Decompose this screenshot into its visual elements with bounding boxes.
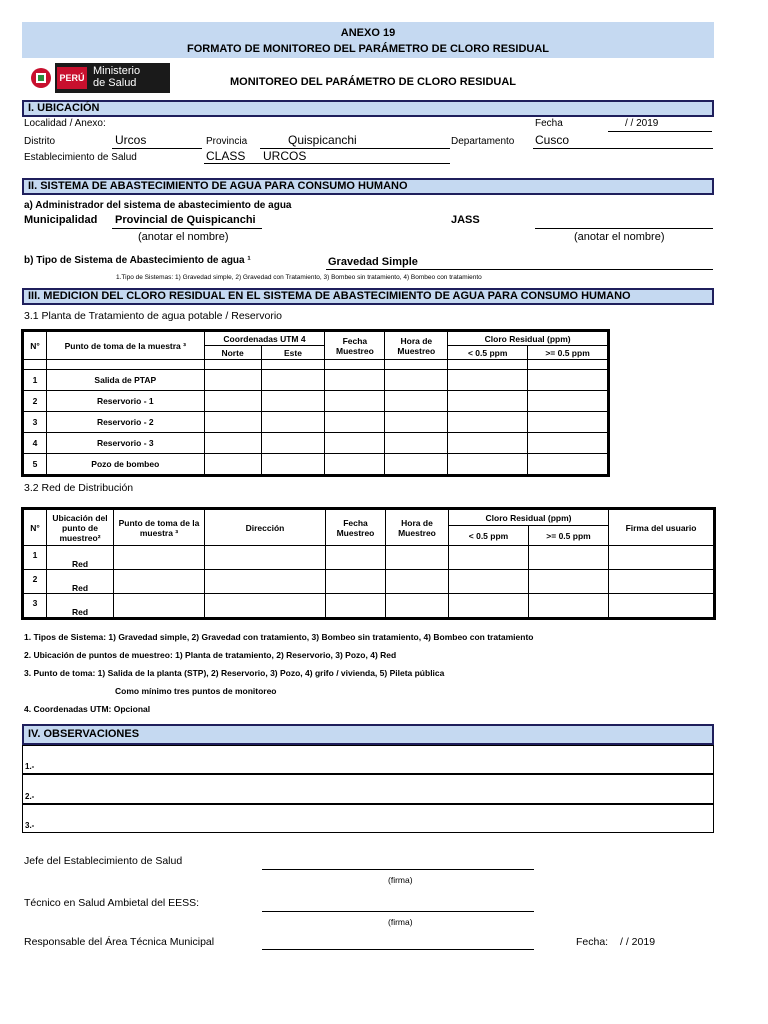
section-ubicacion: I. UBICACIÓN	[22, 100, 714, 117]
tipo-value[interactable]: Gravedad Simple	[328, 256, 418, 268]
fecha-final-label: Fecha:	[576, 936, 609, 948]
fecha-final-value[interactable]: / / 2019	[620, 936, 656, 948]
anotar-municipalidad: (anotar el nombre)	[138, 231, 229, 243]
fecha-underline	[608, 131, 712, 132]
table-row: 2 Reservorio - 1	[24, 391, 608, 412]
responsable-signature-line[interactable]	[262, 949, 534, 950]
sub-red: 3.2 Red de Distribución	[24, 482, 134, 494]
establecimiento-value2[interactable]: URCOS	[263, 149, 307, 163]
tecnico-label: Técnico en Salud Ambietal del EESS:	[24, 897, 200, 909]
planta-table	[23, 331, 608, 475]
tecnico-signature-line[interactable]	[262, 911, 534, 912]
table-row: 1 Red	[24, 546, 714, 570]
t1-header-coord: Coordenadas UTM 4	[204, 332, 325, 346]
t1-header-ge: >= 0.5 ppm	[528, 346, 608, 360]
annex-title: ANEXO 19	[340, 27, 396, 39]
distrito-label: Distrito	[24, 136, 56, 147]
establecimiento-value1[interactable]: CLASS	[206, 149, 246, 163]
jefe-signature-line[interactable]	[262, 869, 534, 870]
municipalidad-label: Municipalidad	[24, 214, 98, 226]
table-row: 2 Red	[24, 570, 714, 594]
localidad-label: Localidad / Anexo:	[24, 118, 106, 129]
responsable-label: Responsable del Área Técnica Municipal	[24, 936, 215, 948]
t1-header-fecha: Fecha Muestreo	[325, 332, 385, 360]
anotar-jass: (anotar el nombre)	[574, 231, 665, 243]
coat-of-arms-icon	[27, 63, 55, 93]
fecha-value[interactable]: / / 2019	[625, 118, 659, 129]
t2-header-ubicacion: Ubicación del punto de muestreo²	[47, 510, 114, 546]
tipo-underline	[326, 269, 713, 270]
departamento-label: Departamento	[451, 136, 515, 147]
t2-header-cloro: Cloro Residual (ppm)	[449, 510, 609, 526]
admin-label: a) Administrador del sistema de abastecimiento de agua	[24, 200, 292, 211]
t2-header-punto: Punto de toma de la muestra ³	[114, 510, 205, 546]
section-observaciones: IV. OBSERVACIONES	[22, 724, 714, 745]
t1-header-cloro: Cloro Residual (ppm)	[448, 332, 608, 346]
municipalidad-underline	[112, 228, 262, 229]
t1-header-lt: < 0.5 ppm	[448, 346, 528, 360]
t1-header-norte: Norte	[204, 346, 261, 360]
page-subtitle: MONITOREO DEL PARÁMETRO DE CLORO RESIDUAL	[230, 76, 517, 88]
departamento-underline	[533, 148, 713, 149]
firma-2: (firma)	[388, 917, 413, 927]
t2-header-firma: Firma del usuario	[609, 510, 714, 546]
table-row: 4 Reservorio - 3	[24, 433, 608, 454]
t1-header-punto: Punto de toma de la muestra ³	[46, 332, 204, 360]
distrito-underline	[112, 148, 202, 149]
distrito-value[interactable]: Urcos	[115, 133, 147, 147]
table-row: 5 Pozo de bombeo	[24, 454, 608, 475]
firma-1: (firma)	[388, 875, 413, 885]
t2-header-fecha: Fecha Muestreo	[326, 510, 386, 546]
table-row: 1 Salida de PTAP	[24, 370, 608, 391]
header-banner	[22, 22, 714, 58]
observacion-1[interactable]: 1.-	[22, 745, 714, 774]
logo-ministry: Ministerio de Salud	[93, 65, 141, 89]
section-sistema: II. SISTEMA DE ABASTECIMIENTO DE AGUA PARA CONSUMO HUMANO	[22, 178, 714, 195]
t2-header-lt: < 0.5 ppm	[449, 526, 529, 546]
logo-country: PERÚ	[57, 67, 87, 89]
observacion-3[interactable]: 3.-	[22, 804, 714, 833]
jass-label: JASS	[451, 214, 480, 226]
format-title: FORMATO DE MONITOREO DEL PARÁMETRO DE CLORO RESIDUAL	[187, 43, 549, 55]
municipalidad-value[interactable]: Provincial de Quispicanchi	[115, 214, 256, 226]
note-1: 1. Tipos de Sistema: 1) Gravedad simple, 2) Gravedad con tratamiento, 3) Bombeo sin tratamiento, 4) Bombeo con tratamiento	[24, 632, 534, 642]
red-table	[23, 509, 714, 618]
observacion-2[interactable]: 2.-	[22, 774, 714, 804]
table-row: 3 Reservorio - 2	[24, 412, 608, 433]
provincia-label: Provincia	[206, 136, 248, 147]
jefe-label: Jefe del Establecimiento de Salud	[24, 855, 183, 867]
establecimiento-underline	[204, 163, 450, 164]
sub-planta: 3.1 Planta de Tratamiento de agua potable / Reservorio	[24, 310, 282, 322]
ministry-logo	[27, 63, 170, 93]
provincia-value[interactable]: Quispicanchi	[288, 133, 357, 147]
t2-header-ge: >= 0.5 ppm	[529, 526, 609, 546]
t2-header-hora: Hora de Muestreo	[386, 510, 449, 546]
tipo-label: b) Tipo de Sistema de Abastecimiento de agua ¹	[24, 255, 251, 266]
note-3: 3. Punto de toma: 1) Salida de la planta (STP), 2) Reservorio, 3) Pozo, 4) grifo / vivienda, 5) Pileta pública	[24, 668, 445, 678]
t2-header-n: N°	[24, 510, 47, 546]
t1-header-n: N°	[24, 332, 47, 360]
t2-header-direccion: Dirección	[205, 510, 326, 546]
fecha-label: Fecha	[535, 118, 563, 129]
tipo-note: 1.Tipo de Sistemas: 1) Gravedad simple, 2) Gravedad con Tratamiento, 3) Bombeo sin tratamiento, 4) Bombeo con tratamiento	[116, 274, 482, 281]
table-row: 3 Red	[24, 594, 714, 618]
note-2: 2. Ubicación de puntos de muestreo: 1) Planta de tratamiento, 2) Reservorio, 3) Pozo, 4) Red	[24, 650, 397, 660]
jass-underline	[535, 228, 713, 229]
departamento-value[interactable]: Cusco	[535, 133, 570, 147]
note-3b: Como mínimo tres puntos de monitoreo	[115, 686, 277, 696]
note-4: 4. Coordenadas UTM: Opcional	[24, 704, 151, 714]
section-medicion: III. MEDICION DEL CLORO RESIDUAL EN EL SISTEMA DE ABASTECIMIENTO DE AGUA PARA CONSUMO HUMANO	[22, 288, 714, 305]
t1-header-este: Este	[261, 346, 325, 360]
t1-header-hora: Hora de Muestreo	[385, 332, 448, 360]
establecimiento-label: Establecimiento de Salud	[24, 152, 137, 163]
